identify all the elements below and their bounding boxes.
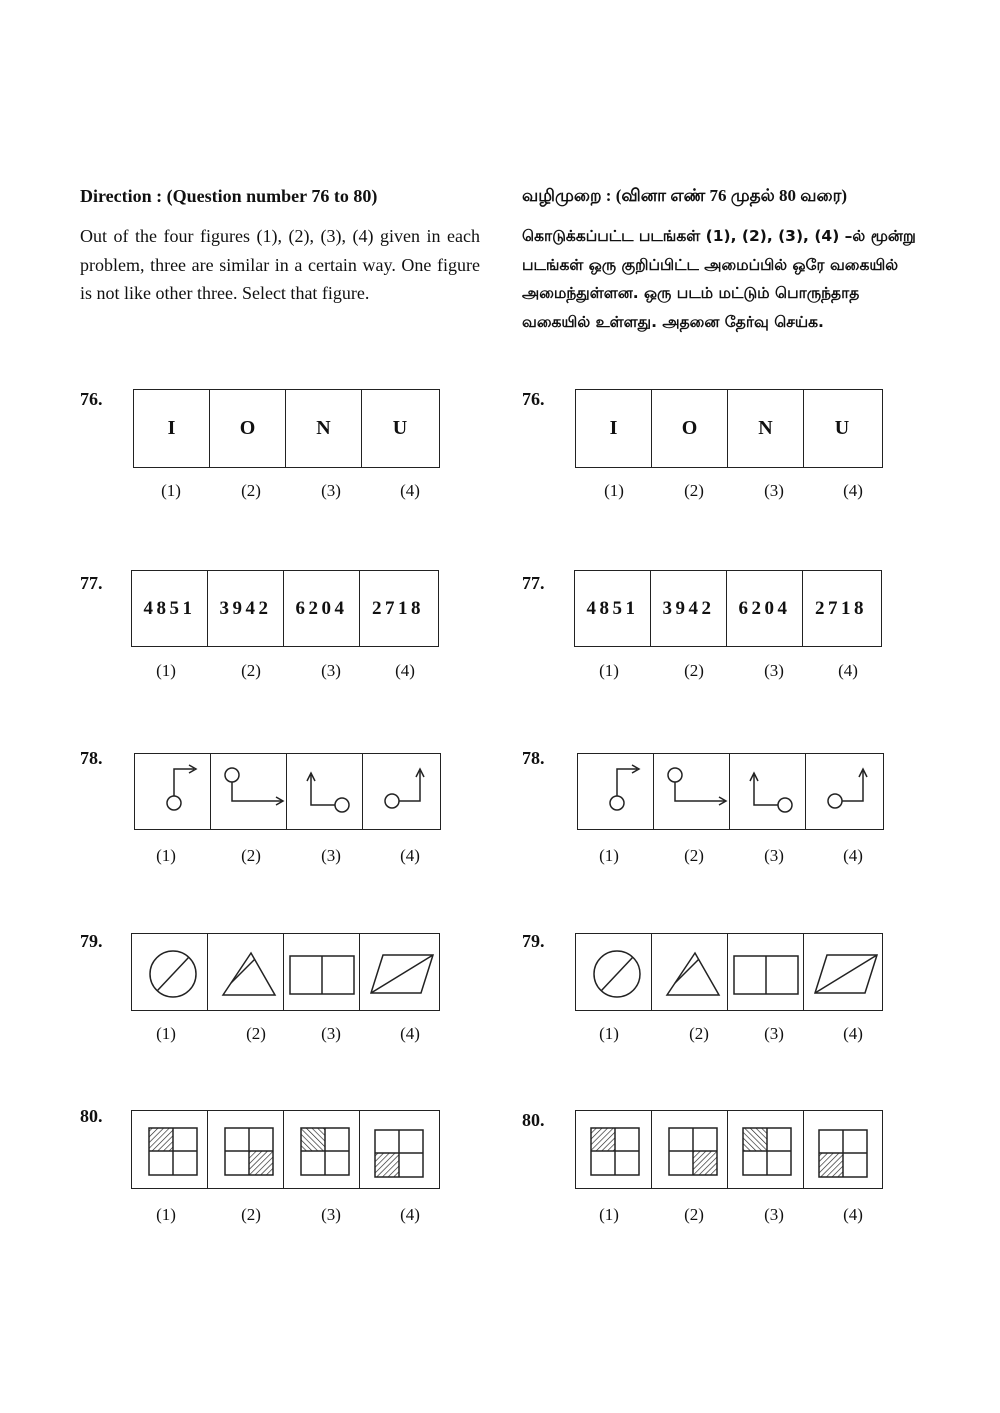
option-letter: U bbox=[834, 417, 850, 439]
option-label: (2) bbox=[689, 1024, 709, 1043]
question-80-options-tamil bbox=[575, 1110, 883, 1189]
option-label: (2) bbox=[684, 1205, 704, 1224]
option-4[interactable] bbox=[803, 571, 879, 646]
option-2[interactable] bbox=[210, 390, 286, 467]
option-label: (2) bbox=[241, 481, 261, 500]
option-number: 3942 bbox=[219, 597, 272, 619]
option-letter: N bbox=[758, 417, 773, 439]
hatched-grid-icon bbox=[653, 1113, 727, 1187]
question-number: 78. bbox=[522, 748, 545, 768]
arrow-figure-icon bbox=[136, 755, 210, 829]
option-4[interactable] bbox=[804, 934, 880, 1010]
direction-text: Out of the four figures (1), (2), (3), (4) given in each problem, three are similar in a certain way. One figure is not like other three. Select that figure. bbox=[80, 226, 480, 303]
option-1[interactable] bbox=[576, 390, 652, 467]
direction-heading-tamil: வழிமுறை : (வினா எண் 76 முதல் 80 வரை) bbox=[522, 186, 848, 205]
option-label: (4) bbox=[838, 661, 858, 680]
option-label: (3) bbox=[764, 1205, 784, 1224]
option-2[interactable] bbox=[652, 934, 728, 1010]
option-label: (1) bbox=[156, 1024, 176, 1043]
question-77-options bbox=[131, 570, 439, 647]
option-letter: I bbox=[167, 417, 176, 439]
question-79-options-tamil bbox=[575, 933, 883, 1011]
direction-heading: Direction : (Question number 76 to 80) bbox=[80, 186, 378, 206]
option-3[interactable] bbox=[287, 754, 363, 829]
option-1[interactable] bbox=[575, 571, 651, 646]
question-number: 77. bbox=[80, 573, 103, 593]
question-77-options-tamil bbox=[574, 570, 882, 647]
option-label: (1) bbox=[156, 661, 176, 680]
option-label: (3) bbox=[764, 846, 784, 865]
question-number: 79. bbox=[522, 931, 545, 951]
option-1[interactable] bbox=[134, 390, 210, 467]
option-letter: O bbox=[681, 417, 698, 439]
option-2[interactable] bbox=[652, 390, 728, 467]
arrow-figure-icon bbox=[364, 755, 438, 829]
option-number: 6204 bbox=[295, 597, 348, 619]
option-1[interactable] bbox=[132, 1111, 208, 1188]
triangle-line-icon bbox=[653, 935, 727, 1009]
option-label: (3) bbox=[321, 846, 341, 865]
option-letter: I bbox=[609, 417, 618, 439]
option-label: (2) bbox=[246, 1024, 266, 1043]
question-79-options bbox=[131, 933, 440, 1011]
arrow-figure-icon bbox=[579, 755, 653, 829]
hatched-grid-icon bbox=[805, 1113, 879, 1187]
option-label: (2) bbox=[684, 481, 704, 500]
option-1[interactable] bbox=[576, 1111, 652, 1188]
arrow-figure-icon bbox=[731, 755, 805, 829]
hatched-grid-icon bbox=[285, 1113, 359, 1187]
parallelogram-diagonal-icon bbox=[805, 935, 879, 1009]
option-number: 3942 bbox=[662, 597, 715, 619]
option-letter: U bbox=[392, 417, 408, 439]
hatched-grid-icon bbox=[133, 1113, 207, 1187]
question-76-options-tamil bbox=[575, 389, 883, 468]
arrow-figure-icon bbox=[288, 755, 362, 829]
question-number: 78. bbox=[80, 748, 103, 768]
directions-tamil bbox=[522, 184, 922, 336]
option-1[interactable] bbox=[578, 754, 654, 829]
option-label: (3) bbox=[764, 481, 784, 500]
option-1[interactable] bbox=[132, 571, 208, 646]
option-label: (3) bbox=[321, 1024, 341, 1043]
option-3[interactable] bbox=[284, 571, 360, 646]
option-label: (2) bbox=[684, 661, 704, 680]
option-label: (4) bbox=[400, 846, 420, 865]
question-number: 79. bbox=[80, 931, 103, 951]
hatched-grid-icon bbox=[729, 1113, 803, 1187]
option-label: (4) bbox=[400, 1205, 420, 1224]
option-2[interactable] bbox=[651, 571, 727, 646]
question-number: 76. bbox=[522, 389, 545, 409]
option-label: (3) bbox=[321, 661, 341, 680]
option-label: (4) bbox=[400, 1024, 420, 1043]
option-4[interactable] bbox=[363, 754, 439, 829]
option-label: (4) bbox=[400, 481, 420, 500]
question-number: 76. bbox=[80, 389, 103, 409]
question-76-options bbox=[133, 389, 440, 468]
option-label: (1) bbox=[599, 661, 619, 680]
split-rectangle-icon bbox=[729, 935, 803, 1009]
option-2[interactable] bbox=[654, 754, 730, 829]
option-2[interactable] bbox=[208, 571, 284, 646]
circle-diagonal-icon bbox=[577, 935, 651, 1009]
option-letter: O bbox=[239, 417, 256, 439]
option-label: (4) bbox=[843, 846, 863, 865]
option-label: (1) bbox=[599, 1205, 619, 1224]
option-4[interactable] bbox=[360, 1111, 436, 1188]
option-4[interactable] bbox=[360, 934, 436, 1010]
question-78-options-tamil bbox=[577, 753, 884, 830]
question-number: 80. bbox=[522, 1110, 545, 1130]
option-label: (3) bbox=[321, 481, 341, 500]
question-78-options bbox=[134, 753, 441, 830]
question-number: 80. bbox=[80, 1106, 103, 1126]
question-number: 77. bbox=[522, 573, 545, 593]
option-1[interactable] bbox=[132, 934, 208, 1010]
directions-english bbox=[80, 184, 480, 308]
option-label: (4) bbox=[843, 481, 863, 500]
option-number: 2718 bbox=[372, 597, 424, 619]
option-number: 2718 bbox=[815, 597, 867, 619]
parallelogram-diagonal-icon bbox=[361, 935, 435, 1009]
option-label: (1) bbox=[599, 846, 619, 865]
option-3[interactable] bbox=[284, 1111, 360, 1188]
option-3[interactable] bbox=[284, 934, 360, 1010]
option-label: (1) bbox=[156, 846, 176, 865]
option-label: (3) bbox=[764, 1024, 784, 1043]
option-2[interactable] bbox=[211, 754, 287, 829]
option-number: 6204 bbox=[738, 597, 791, 619]
option-label: (3) bbox=[764, 661, 784, 680]
option-label: (1) bbox=[161, 481, 181, 500]
question-80-options bbox=[131, 1110, 440, 1189]
option-3[interactable] bbox=[728, 1111, 804, 1188]
option-3[interactable] bbox=[728, 934, 804, 1010]
option-3[interactable] bbox=[728, 390, 804, 467]
option-letter: N bbox=[316, 417, 331, 439]
direction-text-tamil: கொடுக்கப்பட்ட படங்கள் (1), (2), (3), (4) –ல் மூன்று படங்கள் ஒரு குறிப்பிட்ட அமைப்பில் ஒரே வகையில் அமைந்துள்ளன. ஒரு படம் மட்டும் பொருந்தாத வகையில் உள்ளது. அதனை தேர்வு செய்க. bbox=[522, 227, 916, 331]
option-label: (3) bbox=[321, 1205, 341, 1224]
option-label: (1) bbox=[604, 481, 624, 500]
split-rectangle-icon bbox=[285, 935, 359, 1009]
option-label: (2) bbox=[241, 846, 261, 865]
option-2[interactable] bbox=[208, 1111, 284, 1188]
option-4[interactable] bbox=[804, 1111, 880, 1188]
option-4[interactable] bbox=[362, 390, 438, 467]
option-3[interactable] bbox=[727, 571, 803, 646]
triangle-line-icon bbox=[209, 935, 283, 1009]
hatched-grid-icon bbox=[577, 1113, 651, 1187]
option-number: 4851 bbox=[143, 597, 196, 619]
option-label: (2) bbox=[684, 846, 704, 865]
option-label: (4) bbox=[843, 1205, 863, 1224]
option-4[interactable] bbox=[804, 390, 880, 467]
hatched-grid-icon bbox=[209, 1113, 283, 1187]
arrow-figure-icon bbox=[655, 755, 729, 829]
option-1[interactable] bbox=[135, 754, 211, 829]
option-3[interactable] bbox=[730, 754, 806, 829]
arrow-figure-icon bbox=[212, 755, 286, 829]
option-label: (1) bbox=[599, 1024, 619, 1043]
option-label: (2) bbox=[241, 661, 261, 680]
option-label: (2) bbox=[241, 1205, 261, 1224]
option-number: 4851 bbox=[586, 597, 639, 619]
option-label: (4) bbox=[395, 661, 415, 680]
option-4[interactable] bbox=[360, 571, 436, 646]
option-4[interactable] bbox=[806, 754, 882, 829]
circle-diagonal-icon bbox=[133, 935, 207, 1009]
option-3[interactable] bbox=[286, 390, 362, 467]
option-2[interactable] bbox=[208, 934, 284, 1010]
option-label: (1) bbox=[156, 1205, 176, 1224]
option-1[interactable] bbox=[576, 934, 652, 1010]
option-label: (4) bbox=[843, 1024, 863, 1043]
option-2[interactable] bbox=[652, 1111, 728, 1188]
arrow-figure-icon bbox=[807, 755, 881, 829]
hatched-grid-icon bbox=[361, 1113, 435, 1187]
